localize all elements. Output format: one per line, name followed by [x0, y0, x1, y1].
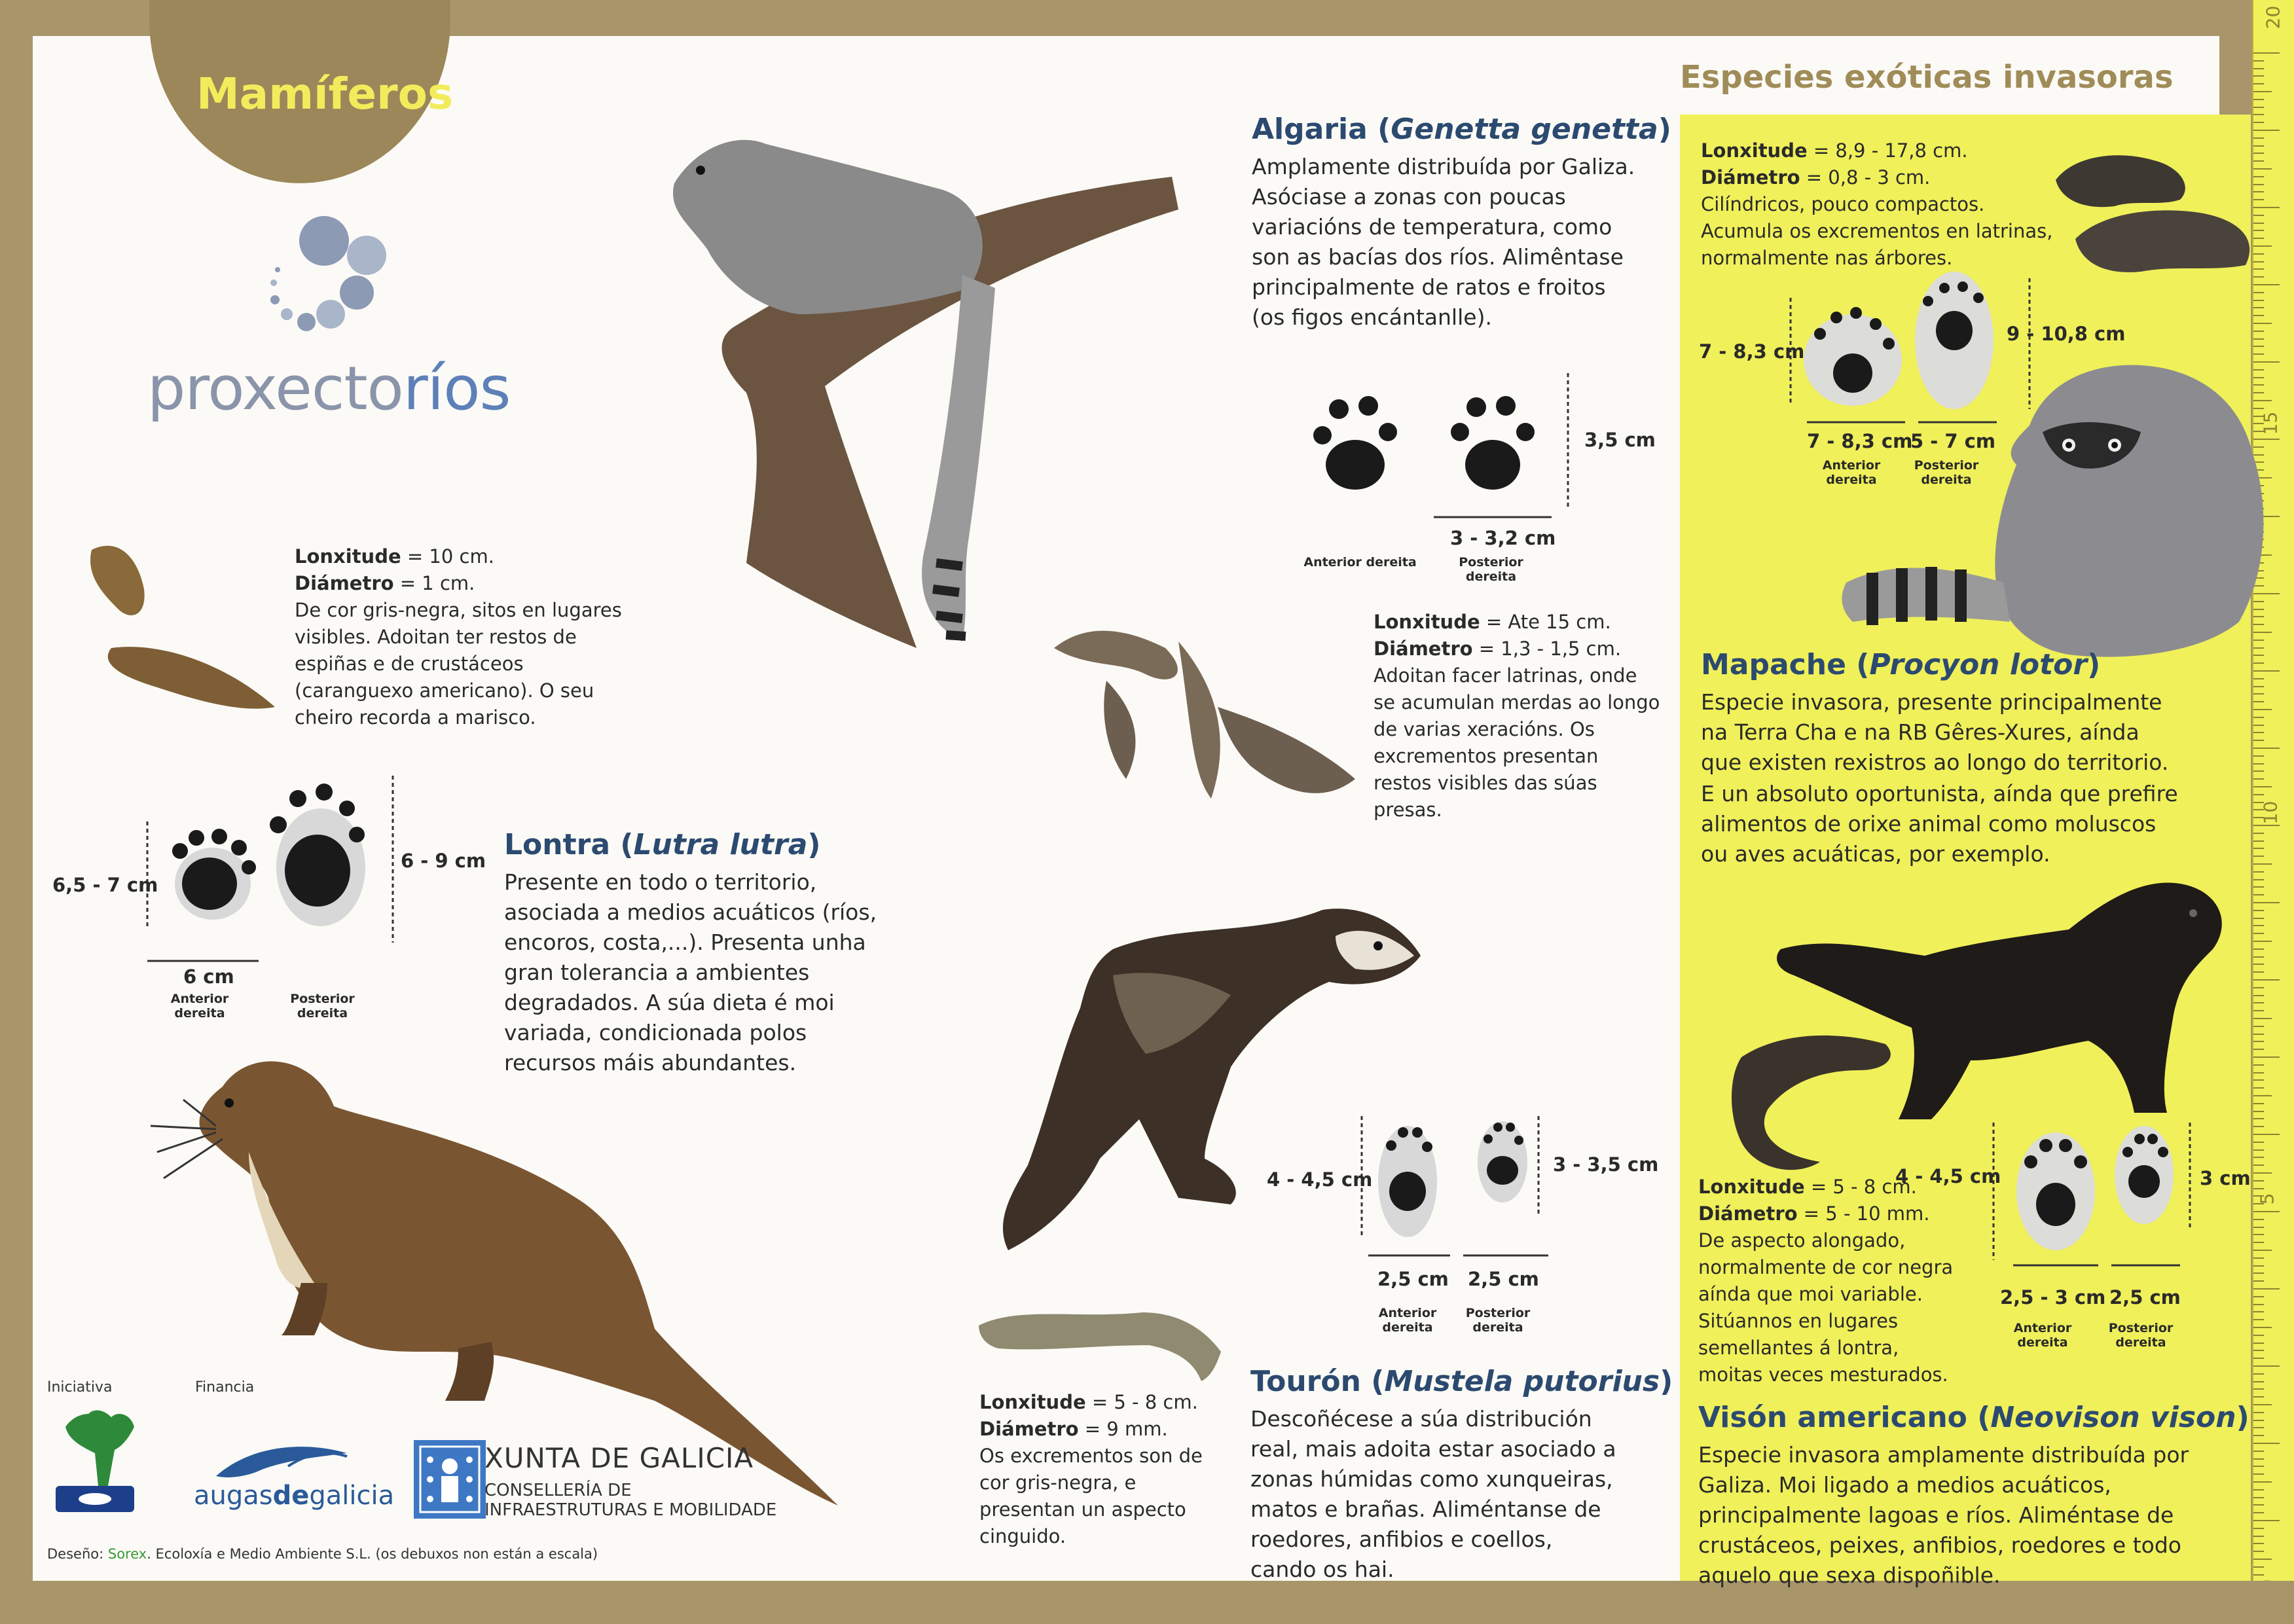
ruler-tick — [2253, 1365, 2280, 1367]
raccoon-description-1: Especie invasora, presente principalmente na Terra Cha e na RB Gêres-Xures, aínda que existen rexistros ao longo do territorio. — [1701, 689, 2169, 775]
ruler-tick — [2253, 948, 2264, 950]
ruler-tick — [2253, 856, 2264, 857]
ruler-tick — [2253, 1481, 2272, 1483]
ruler-tick — [2253, 1396, 2264, 1398]
ruler-tick — [2253, 1566, 2264, 1568]
ruler-tick — [2253, 1265, 2264, 1267]
ruler-tick — [2253, 871, 2264, 873]
ruler-tick — [2253, 75, 2264, 77]
ruler-tick — [2253, 83, 2264, 84]
polecat-description: Descoñécese a súa distribución real, mais adoita estar asociado a zonas húmidas como xunqueiras, matos e brañas. Aliméntanse de roedores, anfibios e coellos, cando os hai. — [1250, 1406, 1616, 1582]
polecat-scat-illustration — [979, 1299, 1228, 1384]
ruler-tick — [2253, 770, 2264, 772]
ruler-tick — [2253, 732, 2264, 733]
initiative-label: Iniciativa — [47, 1379, 113, 1396]
ruler-tick — [2253, 1041, 2264, 1042]
ruler-tick — [2253, 1026, 2264, 1027]
proxecto-rios-logo — [147, 353, 510, 424]
ruler-mark-20: 20 — [2262, 5, 2284, 29]
page-title: Mamíferos — [196, 69, 454, 119]
ruler-tick — [2253, 1381, 2264, 1382]
ruler-tick — [2253, 1280, 2264, 1282]
polecat-hind-label: Posterior dereita — [1465, 1306, 1531, 1335]
ruler-tick — [2253, 1512, 2264, 1513]
ruler-tick — [2253, 107, 2264, 108]
genet-hind-label: Posterior dereita — [1459, 555, 1523, 584]
mink-track-width-hind: 2,5 cm — [2109, 1286, 2181, 1308]
mink-scat-description: Lonxitude = 5 - 8 cm. Diámetro = 5 - 10 mm. De aspecto alongado, normalmente de cor negra aínda que moi variable. Sitúannos en lugares semellantes á lontra, moitas veces mesturados. — [1698, 1176, 1954, 1386]
otter-front-label: Anterior dereita — [170, 992, 229, 1020]
otter-scat-illustration — [79, 537, 288, 733]
ruler-tick — [2253, 1064, 2264, 1066]
polecat-front-label: Anterior dereita — [1378, 1306, 1437, 1335]
ruler-tick — [2253, 910, 2264, 911]
ruler-tick — [2253, 1002, 2264, 1003]
mink-front-label: Anterior dereita — [2013, 1321, 2072, 1350]
ruler-tick — [2253, 894, 2264, 895]
mink-tracks — [1984, 1116, 2219, 1267]
ruler-tick — [2253, 848, 2264, 849]
raccoon-track-width-front: 7 - 8,3 cm — [1807, 430, 1913, 452]
augas-de-galicia-logo: augasdegalicia — [194, 1481, 395, 1511]
raccoon-heading: Mapache (Procyon lotor) — [1701, 648, 2101, 681]
ruler-tick — [2253, 1404, 2272, 1405]
ruler-tick — [2253, 1458, 2264, 1460]
ruler-tick — [2253, 1180, 2264, 1182]
ruler-tick — [2253, 122, 2264, 123]
ruler-tick — [2253, 1250, 2272, 1251]
ruler-tick — [2253, 1412, 2264, 1413]
otter-hind-label: Posterior dereita — [290, 992, 355, 1020]
otter-track-width: 6 cm — [183, 965, 234, 988]
mink-heading: Visón americano (Neovison vison) — [1698, 1401, 2249, 1434]
ruler-tick — [2253, 1420, 2264, 1421]
ruler-tick — [2253, 1296, 2264, 1297]
ruler-tick — [2253, 1551, 2264, 1552]
ruler-tick — [2253, 99, 2264, 100]
ruler-tick — [2253, 794, 2264, 795]
ruler-tick — [2253, 1095, 2272, 1096]
ruler-tick — [2253, 315, 2264, 316]
ruler-tick — [2253, 786, 2272, 787]
ruler-tick — [2253, 964, 2264, 965]
ruler-tick — [2253, 725, 2264, 726]
ruler-tick — [2253, 1164, 2264, 1166]
ruler-tick — [2253, 1172, 2272, 1174]
polecat-track-height-hind: 3 - 3,5 cm — [1553, 1153, 1659, 1176]
ruler-tick — [2253, 956, 2264, 958]
ruler-tick — [2253, 995, 2264, 996]
ruler-tick — [2253, 863, 2272, 865]
ruler-tick — [2253, 1451, 2264, 1452]
ruler-tick — [2253, 1242, 2264, 1243]
ruler-tick — [2253, 879, 2264, 880]
ruler-tick — [2253, 748, 2280, 749]
ruler-tick — [2253, 1234, 2264, 1235]
ruler-tick — [2253, 1227, 2264, 1228]
ruler-tick — [2253, 1427, 2264, 1428]
ruler-tick — [2253, 1118, 2264, 1119]
genet-scat-illustration — [1047, 609, 1375, 818]
ruler-tick — [2253, 941, 2272, 942]
ruler-tick — [2253, 740, 2264, 741]
raccoon-description-2: E un absoluto oportunista, aínda que prefire alimentos de orixe animal como moluscos ou aves acuáticas, por exemplo. — [1701, 781, 2178, 867]
polecat-track-width-hind: 2,5 cm — [1468, 1268, 1539, 1290]
genet-tracks — [1303, 373, 1578, 524]
ruler-tick — [2253, 331, 2264, 332]
polecat-heading: Tourón (Mustela putorius) — [1250, 1365, 1673, 1398]
ruler-tick — [2253, 91, 2272, 92]
otter-tracks — [131, 772, 406, 929]
ruler-tick — [2253, 1111, 2264, 1112]
ruler-tick — [2253, 693, 2264, 695]
ruler-mark-15: 15 — [2259, 411, 2282, 435]
ruler-tick — [2253, 840, 2264, 842]
ruler-tick — [2253, 68, 2264, 69]
ruler-tick — [2253, 1388, 2264, 1390]
genet-track-width: 3 - 3,2 cm — [1450, 527, 1556, 549]
ruler-tick — [2253, 300, 2264, 301]
genet-description: Amplamente distribuída por Galiza. Asóciase a zonas con poucas variacións de temperatura, como son as bacías dos ríos. Alimêntase principalmente de ratos e froitos (os figos encántanlle). — [1252, 154, 1635, 330]
ruler-tick — [2253, 338, 2264, 340]
mink-track-height-front: 4 - 4,5 cm — [1895, 1165, 2001, 1187]
ruler-tick — [2253, 886, 2264, 888]
ruler-tick — [2253, 60, 2264, 62]
augas-de-galicia-logo-mark — [209, 1440, 354, 1486]
ruler-tick — [2253, 918, 2264, 919]
ruler-tick — [2253, 1010, 2264, 1011]
raccoon-track-height-front: 7 - 8,3 cm — [1699, 340, 1805, 363]
otter-description: Presente en todo o territorio, asociada a medios acuáticos (ríos, encoros, costa,...). Presenta unha gran tolerancia a ambientes degradados. A súa dieta é moi variada, condicionada polos recursos máis abundantes. — [504, 869, 877, 1075]
genet-scat-description: Lonxitude = Ate 15 cm. Diámetro = 1,3 - 1,5 cm. Adoitan facer latrinas, onde se acumulan merdas ao longo de varias xeracións. Os excrementos presentan restos visibles das súas presas. — [1374, 611, 1660, 821]
ruler-tick — [2253, 1443, 2280, 1444]
conselleria-name: CONSELLERÍA DE INFRAESTRUTURAS E MOBILIDADE — [484, 1481, 777, 1520]
ruler-tick — [2253, 755, 2264, 757]
ruler-tick — [2253, 1574, 2264, 1576]
ruler-tick — [2253, 1188, 2264, 1189]
ruler-tick — [2253, 778, 2264, 780]
raccoon-illustration — [1833, 347, 2291, 687]
ruler-tick — [2253, 825, 2280, 826]
otter-track-height-hind: 6 - 9 cm — [401, 850, 486, 872]
funding-label: Financia — [195, 1379, 255, 1396]
genet-track-height: 3,5 cm — [1584, 429, 1656, 451]
ruler-tick — [2253, 1126, 2264, 1127]
raccoon-scat-illustration — [2049, 141, 2259, 278]
mink-description: Especie invasora amplamente distribuída por Galiza. Moi ligado a medios acuáticos, principalmente lagoas e ríos. Aliméntase de crustáceos, peixes, anfibios, roedores e todo aquelo que sexa dispoñible. — [1698, 1442, 2189, 1588]
xunta-name: XUNTA DE GALICIA — [484, 1442, 754, 1474]
ruler-tick — [2253, 979, 2280, 981]
logo-text-proxecto: proxecto — [147, 353, 403, 424]
ruler-tick — [2253, 52, 2280, 54]
otter-scat-description: Lonxitude = 10 cm. Diámetro = 1 cm. De cor gris-negra, sitos en lugares visibles. Adoitan ter restos de espiñas e de crustáceos (caranguexo americano). O seu cheiro recorda a marisco. — [295, 545, 622, 729]
ruler-tick — [2253, 1319, 2264, 1320]
ruler-mark-10: 10 — [2259, 801, 2282, 825]
raccoon-track-width-hind: 5 - 7 cm — [1910, 430, 1996, 452]
ruler-tick — [2253, 763, 2264, 765]
ruler-tick — [2253, 709, 2272, 710]
ruler-tick — [2253, 1257, 2264, 1259]
raccoon-front-label: Anterior dereita — [1822, 458, 1881, 487]
ruler-tick — [2253, 1272, 2264, 1274]
mink-hind-label: Posterior dereita — [2108, 1321, 2174, 1350]
ruler-tick — [2253, 1103, 2264, 1104]
ruler-tick — [2253, 1211, 2280, 1212]
ruler-tick — [2253, 1087, 2264, 1089]
ruler-tick — [2253, 833, 2264, 834]
ruler-tick — [2253, 1489, 2264, 1490]
ruler-tick — [2253, 130, 2280, 131]
ruler-tick — [2253, 1528, 2264, 1529]
ruler-tick — [2253, 1466, 2264, 1467]
ruler-tick — [2253, 323, 2272, 324]
polecat-track-width-front: 2,5 cm — [1377, 1268, 1449, 1290]
ruler-tick — [2253, 284, 2280, 285]
raccoon-track-height-hind: 9 - 10,8 cm — [2007, 323, 2126, 345]
ruler-tick — [2253, 1536, 2264, 1537]
ruler-tick — [2253, 137, 2264, 139]
ruler-tick — [2253, 1056, 2280, 1058]
ruler-tick — [2253, 1473, 2264, 1475]
proxecto-rios-logo-mark — [262, 209, 432, 340]
ruler-tick — [2253, 1350, 2264, 1351]
design-credits: Deseño: Sorex. Ecoloxía e Medio Ambiente S.L. (os debuxos non están a escala) — [47, 1546, 598, 1562]
ruler-tick — [2253, 925, 2264, 926]
mink-scat-illustration — [1728, 1031, 1925, 1182]
raccoon-hind-label: Posterior dereita — [1914, 458, 1979, 487]
ruler-tick — [2253, 987, 2264, 988]
ruler-tick — [2253, 1327, 2272, 1328]
ruler-tick — [2253, 701, 2264, 702]
otter-track-height-front: 6,5 - 7 cm — [52, 874, 158, 896]
polecat-tracks — [1358, 1113, 1575, 1270]
ruler-tick — [2253, 1134, 2280, 1135]
ruler-tick — [2253, 1373, 2264, 1375]
ruler-tick — [2253, 1079, 2264, 1081]
ruler-tick — [2253, 1018, 2272, 1019]
ruler-tick — [2253, 1343, 2264, 1344]
ruler-tick — [2253, 1504, 2264, 1506]
ruler-tick — [2253, 1358, 2264, 1359]
ruler-tick — [2253, 114, 2264, 115]
mink-track-width-front: 2,5 - 3 cm — [2000, 1286, 2106, 1308]
ruler-tick — [2253, 1559, 2272, 1560]
polecat-scat-description: Lonxitude = 5 - 8 cm. Diámetro = 9 mm. Os excrementos son de cor gris-negra, e presentan un aspecto cinguido. — [979, 1391, 1203, 1547]
ruler-tick — [2253, 1149, 2264, 1151]
ruler-tick — [2253, 1543, 2264, 1544]
ruler-tick — [2253, 1335, 2264, 1336]
ruler-tick — [2253, 902, 2280, 903]
ruler-tick — [2253, 1034, 2264, 1035]
polecat-track-height-front: 4 - 4,5 cm — [1267, 1168, 1373, 1191]
ruler-tick — [2253, 1311, 2264, 1312]
initiative-logo — [49, 1401, 147, 1519]
genet-heading: Algaria (Genetta genetta) — [1252, 113, 1671, 146]
ruler-tick — [2253, 717, 2264, 718]
ruler-tick — [2253, 1157, 2264, 1158]
ruler-tick — [2253, 1288, 2280, 1290]
ruler-tick — [2253, 1072, 2264, 1074]
ruler-tick — [2253, 1049, 2264, 1050]
ruler-tick — [2253, 307, 2264, 308]
genet-front-label: Anterior dereita — [1303, 555, 1417, 569]
ruler-tick — [2253, 971, 2264, 973]
xunta-shield — [414, 1440, 486, 1519]
ruler-tick — [2253, 1497, 2264, 1498]
ruler-tick — [2253, 292, 2264, 293]
invasive-heading: Especies exóticas invasoras — [1680, 59, 2174, 96]
raccoon-scat-description: Lonxitude = 8,9 - 17,8 cm. Diámetro = 0,8 - 3 cm. Cilíndricos, pouco compactos. Acumula os excrementos en latrinas, normalmente nas árbores. — [1701, 139, 2053, 269]
ruler-tick — [2253, 1435, 2264, 1436]
ruler-tick — [2253, 933, 2264, 934]
ruler-tick — [2253, 1304, 2264, 1305]
ruler-tick — [2253, 1142, 2264, 1143]
logo-text-rios: ríos — [403, 353, 511, 424]
mink-track-height-hind: 3 cm — [2200, 1167, 2251, 1189]
otter-heading: Lontra (Lutra lutra) — [504, 828, 821, 861]
ruler-mark-5: 5 — [2256, 1193, 2278, 1205]
ruler-tick — [2253, 1520, 2280, 1521]
ruler-tick — [2253, 1219, 2264, 1220]
